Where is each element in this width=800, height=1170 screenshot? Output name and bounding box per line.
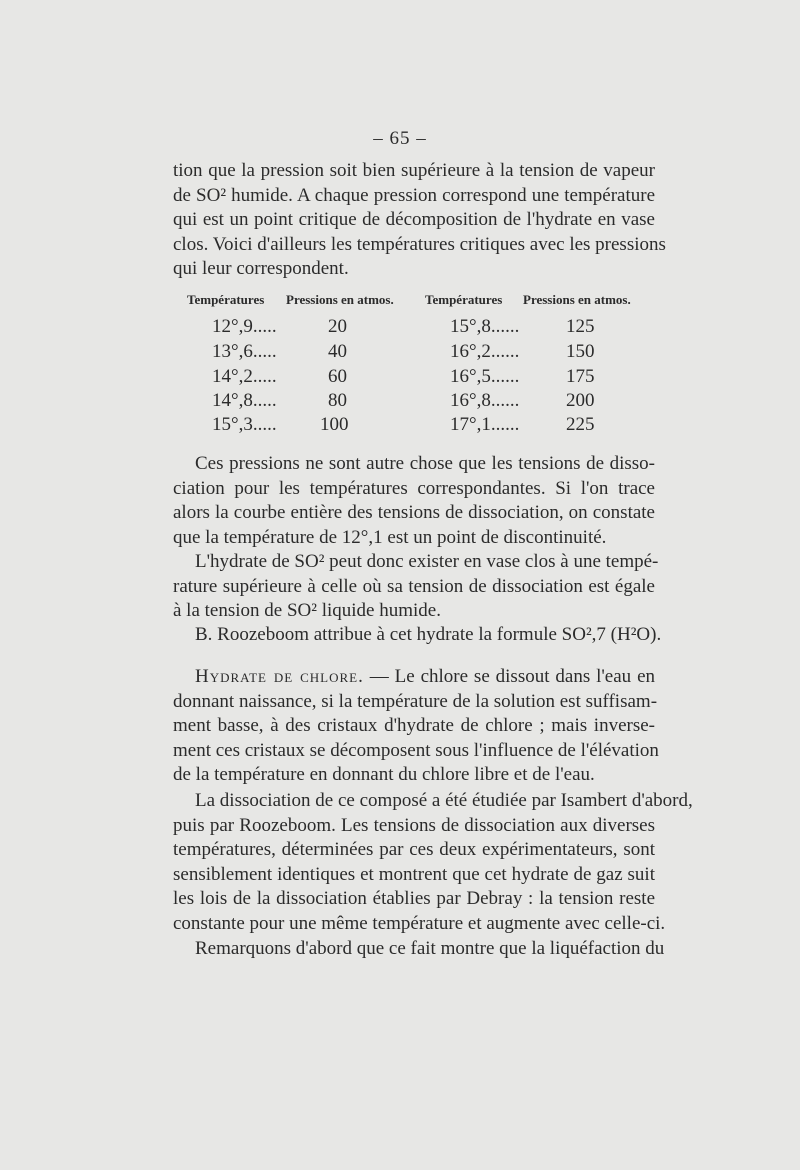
table-cell-pressure: 100 [320, 414, 349, 435]
text-line: qui leur correspondent. [173, 258, 349, 280]
paragraph-tensions [173, 452, 655, 550]
table-cell-pressure: 175 [566, 366, 595, 387]
text-line: Ces pressions ne sont autre chose que les tensions de disso- [195, 453, 655, 474]
table-cell-pressure: 80 [328, 390, 347, 411]
table-cell-pressure: 200 [566, 390, 595, 411]
text-line: rature supérieure à celle où sa tension de dissociation est égale [173, 575, 655, 597]
text-line: températures, déterminées par ces deux expérimentateurs, sont [173, 839, 655, 861]
table-cell-temp: 13°,6..... [212, 341, 277, 362]
text-line: donnant naissance, si la température de la solution est suffisam- [173, 690, 658, 712]
paragraph-roozeboom [173, 623, 662, 648]
text-line: clos. Voici d'ailleurs les températures critiques avec les pressions [173, 233, 666, 255]
table-cell-temp: 15°,3..... [212, 414, 277, 435]
text-line: constante pour une même température et augmente avec celle-ci. [173, 912, 666, 934]
table-cell-temp: 16°,2...... [450, 341, 520, 362]
text-line: alors la courbe entière des tensions de dissociation, on constate [173, 502, 655, 524]
table-cell-pressure: 20 [328, 316, 347, 337]
table-header-temperatures-left: Températures [187, 292, 265, 307]
text-line: à la tension de SO² liquide humide. [173, 600, 441, 622]
text-line: ment ces cristaux se décomposent sous l'influence de l'élévation [173, 739, 659, 761]
text-line: qui est un point critique de décomposition de l'hydrate en vase [173, 209, 655, 231]
text-line: tion que la pression soit bien supérieure à la tension de vapeur [173, 160, 655, 181]
table-cell-pressure: 60 [328, 366, 347, 387]
table-cell-temp: 14°,2..... [212, 366, 277, 387]
text-line: ment basse, à des cristaux d'hydrate de chlore ; mais inverse- [173, 715, 655, 737]
text-line [173, 665, 655, 690]
paragraph-hydrate-chlore [173, 665, 659, 788]
text-line: B. Roozeboom attribue à cet hydrate la formule SO²,7 (H²O). [195, 624, 662, 645]
intro-paragraph [173, 159, 666, 282]
text-line: puis par Roozeboom. Les tensions de dissociation aux diverses [173, 814, 655, 836]
text-line: ciation pour les températures correspondantes. Si l'on trace [173, 477, 655, 499]
text-line: L'hydrate de SO² peut donc exister en vase clos à une tempé- [195, 551, 659, 572]
paragraph-hydrate-so2 [173, 550, 659, 624]
paragraph-remarquons [173, 937, 665, 962]
table-cell-pressure: 225 [566, 414, 595, 435]
text-line: de SO² humide. A chaque pression correspond une température [173, 184, 655, 206]
text-line: les lois de la dissociation établies par Debray : la tension reste [173, 888, 655, 910]
text-line: Remarquons d'abord que ce fait montre que la liquéfaction du [195, 938, 665, 959]
table-cell-temp: 16°,5...... [450, 366, 520, 387]
text-line: sensiblement identiques et montrent que cet hydrate de gaz suit [173, 863, 655, 885]
table-cell-temp: 14°,8..... [212, 390, 277, 411]
paragraph-dissociation [173, 789, 693, 937]
table-cell-temp: 16°,8...... [450, 390, 520, 411]
text-line: La dissociation de ce composé a été étudiée par Isambert d'abord, [195, 790, 693, 811]
table-cell-pressure: 40 [328, 341, 347, 362]
table-cell-temp: 15°,8...... [450, 316, 520, 337]
text-fragment: — Le chlore se dissout dans l'eau en [363, 666, 655, 687]
table-cell-temp: 17°,1...... [450, 414, 520, 435]
text-line: de la température en donnant du chlore libre et de l'eau. [173, 764, 595, 786]
table-header-pressions-left: Pressions en atmos. [286, 292, 394, 307]
table-cell-temp: 12°,9..... [212, 316, 277, 337]
table-cell-pressure: 125 [566, 316, 595, 337]
section-heading: Hydrate de chlore. [195, 666, 364, 687]
page-number: – 65 – [373, 128, 427, 149]
table-header-temperatures-right: Températures [425, 292, 503, 307]
table-header-pressions-right: Pressions en atmos. [523, 292, 631, 307]
text-line: que la température de 12°,1 est un point de discontinuité. [173, 526, 607, 548]
table-cell-pressure: 150 [566, 341, 595, 362]
